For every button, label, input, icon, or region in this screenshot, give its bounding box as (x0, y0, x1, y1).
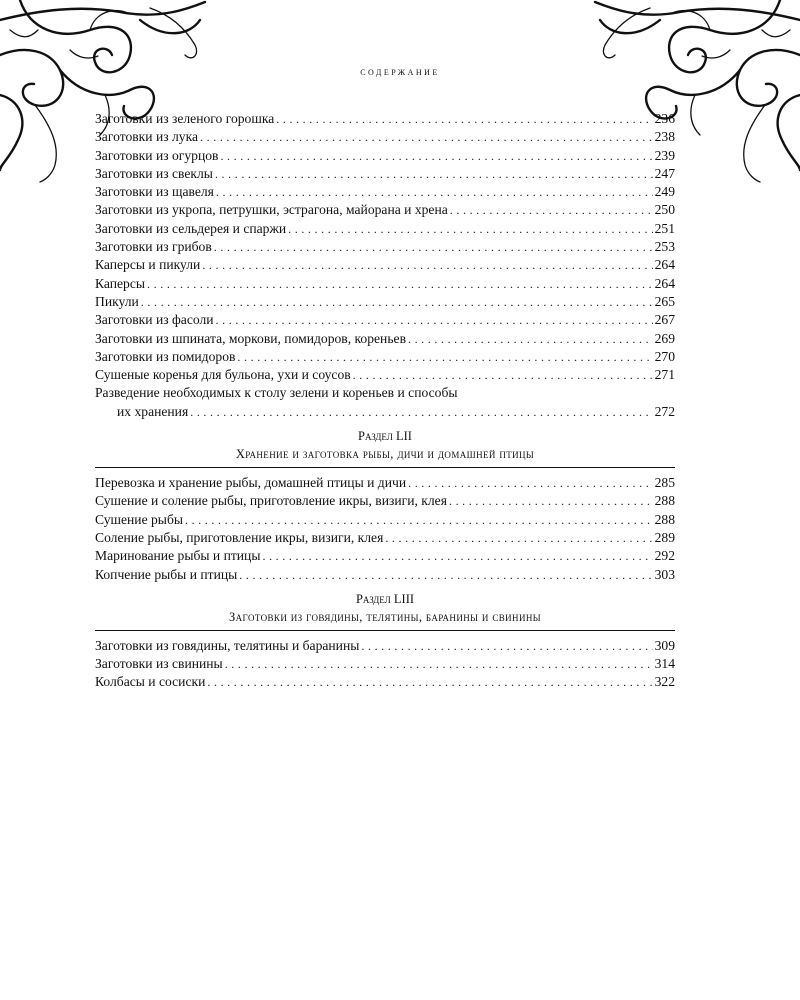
dot-leader (239, 566, 652, 584)
toc-entry-page: 322 (654, 674, 675, 690)
toc-entry[interactable] (95, 547, 675, 565)
toc-entry[interactable] (95, 183, 675, 201)
toc-entry-page: 292 (654, 548, 675, 564)
toc-entry-title: Каперсы (95, 275, 146, 291)
toc-entry-page: 249 (654, 184, 675, 200)
toc-entry-title: Перевозка и хранение рыбы, домашней птицы и дичи (95, 475, 407, 491)
section-heading-53 (95, 590, 675, 626)
toc-entry-page: 238 (654, 129, 675, 145)
toc-entry-title: Сушение рыбы (95, 511, 183, 527)
toc-entry-page: 288 (654, 493, 675, 509)
dot-leader (220, 147, 652, 165)
toc-entry[interactable] (95, 256, 675, 274)
toc-entry-title: Соление рыбы, приготовление икры, визиги, клея (95, 529, 384, 545)
toc-entry-title: Каперсы и пикули (95, 257, 201, 273)
dot-leader (185, 511, 653, 529)
toc-entry-page: 270 (654, 348, 675, 364)
toc-entry[interactable] (95, 673, 675, 691)
toc-entry-title: Заготовки из лука (95, 129, 199, 145)
toc-entry[interactable] (95, 128, 675, 146)
dot-leader (190, 403, 652, 421)
dot-leader (408, 330, 653, 348)
toc-entry-title: Заготовки из сельдерея и спаржи (95, 220, 287, 236)
section-heading-52 (95, 427, 675, 463)
toc-entry[interactable] (95, 366, 675, 384)
dot-leader (216, 183, 653, 201)
section-number: Раздел LII (358, 429, 412, 444)
toc-entry-page: 250 (654, 202, 675, 218)
dot-leader (408, 474, 653, 492)
section-title: Хранение и заготовка рыбы, дичи и домашней птицы (235, 447, 535, 462)
toc-entry-title-line2: их хранения (117, 403, 189, 419)
toc-top-list (95, 110, 675, 384)
toc-entry-page: 236 (654, 111, 675, 126)
toc-entry[interactable] (95, 293, 675, 311)
section-divider (95, 630, 675, 631)
toc-entry[interactable] (95, 220, 675, 238)
toc-entry[interactable] (95, 655, 675, 673)
section-divider (95, 467, 675, 468)
toc-entry-title: Заготовки из говядины, телятины и баранины (95, 637, 360, 653)
toc-entry-page: 271 (654, 367, 675, 383)
dot-leader (225, 655, 653, 673)
toc-entry[interactable] (95, 275, 675, 293)
toc-entry-title: Заготовки из помидоров (95, 348, 236, 364)
dot-leader (237, 348, 652, 366)
toc-entry-page: 239 (654, 147, 675, 163)
toc-entry-page: 253 (654, 239, 675, 255)
toc-entry[interactable] (95, 311, 675, 329)
toc-entry-page: 264 (654, 257, 675, 273)
toc-entry-title: Пикули (95, 293, 139, 309)
toc-entry[interactable] (95, 529, 675, 547)
toc-entry-page: 289 (654, 529, 675, 545)
toc-entry-page: 309 (654, 637, 675, 653)
toc-section-52-list (95, 474, 675, 584)
toc-entry-title: Заготовки из свеклы (95, 165, 213, 181)
toc-section-53-list (95, 637, 675, 692)
toc-entry-title: Копчение рыбы и птицы (95, 566, 238, 582)
dot-leader (361, 637, 652, 655)
dot-leader (449, 492, 653, 510)
dot-leader (200, 128, 653, 146)
toc-entry-title: Заготовки из грибов (95, 239, 212, 255)
toc-entry[interactable] (95, 165, 675, 183)
toc-entry[interactable] (95, 201, 675, 219)
toc-entry-page: 267 (654, 312, 675, 328)
toc-entry-page: 265 (654, 293, 675, 309)
dot-leader (276, 110, 652, 128)
toc-entry[interactable] (95, 330, 675, 348)
dot-leader (450, 201, 653, 219)
toc-entry-title: Заготовки из укропа, петрушки, эстрагона, майорана и хрена (95, 202, 448, 218)
toc-entry-title: Маринование рыбы и птицы (95, 548, 261, 564)
dot-leader (353, 366, 653, 384)
toc-entry[interactable] (95, 348, 675, 366)
toc-entry[interactable] (95, 147, 675, 165)
dot-leader (262, 547, 652, 565)
toc-entry[interactable] (95, 566, 675, 584)
page-header: содержание (360, 64, 440, 78)
toc-entry-title: Заготовки из огурцов (95, 147, 219, 163)
toc-entry-page: 247 (654, 165, 675, 181)
dot-leader (215, 165, 653, 183)
toc-entry[interactable] (95, 474, 675, 492)
toc-entry-title: Заготовки из зеленого горошка (95, 111, 275, 126)
section-title: Заготовки из говядины, телятины, баранины и свинины (229, 609, 541, 624)
dot-leader (207, 673, 652, 691)
dot-leader (385, 529, 652, 547)
toc-entry-title: Сушение и соление рыбы, приготовление икры, визиги, клея (95, 493, 447, 509)
toc-entry-page: 272 (654, 403, 675, 419)
dot-leader (216, 311, 653, 329)
toc-entry-page: 264 (654, 275, 675, 291)
dot-leader (202, 256, 652, 274)
toc-entry-page: 285 (654, 475, 675, 491)
toc-entry[interactable] (95, 238, 675, 256)
toc-entry-page: 251 (654, 220, 675, 236)
toc-entry[interactable] (95, 492, 675, 510)
section-number: Раздел LIII (355, 591, 415, 606)
toc-entry-page: 314 (654, 656, 675, 672)
toc-entry-title-line1: Разведение необходимых к столу зелени и кореньев и способы (95, 385, 458, 401)
toc-entry[interactable] (95, 637, 675, 655)
toc-entry-multiline[interactable] (95, 384, 675, 421)
toc-entry-page: 303 (654, 566, 675, 582)
toc-entry-title: Заготовки из щавеля (95, 184, 214, 200)
toc-entry-title: Заготовки из шпината, моркови, помидоров, кореньев (95, 330, 406, 346)
toc-entry-title: Заготовки из свинины (95, 656, 223, 672)
table-of-contents (95, 110, 675, 692)
dot-leader (288, 220, 652, 238)
toc-entry-title: Заготовки из фасоли (95, 312, 214, 328)
toc-entry-page: 288 (654, 511, 675, 527)
toc-entry-title: Сушеные коренья для бульона, ухи и соусов (95, 367, 351, 383)
toc-entry[interactable] (95, 110, 675, 128)
toc-entry-title: Колбасы и сосиски (95, 674, 206, 690)
dot-leader (214, 238, 653, 256)
toc-entry[interactable] (95, 511, 675, 529)
dot-leader (141, 293, 653, 311)
toc-entry-page: 269 (654, 330, 675, 346)
dot-leader (147, 275, 653, 293)
